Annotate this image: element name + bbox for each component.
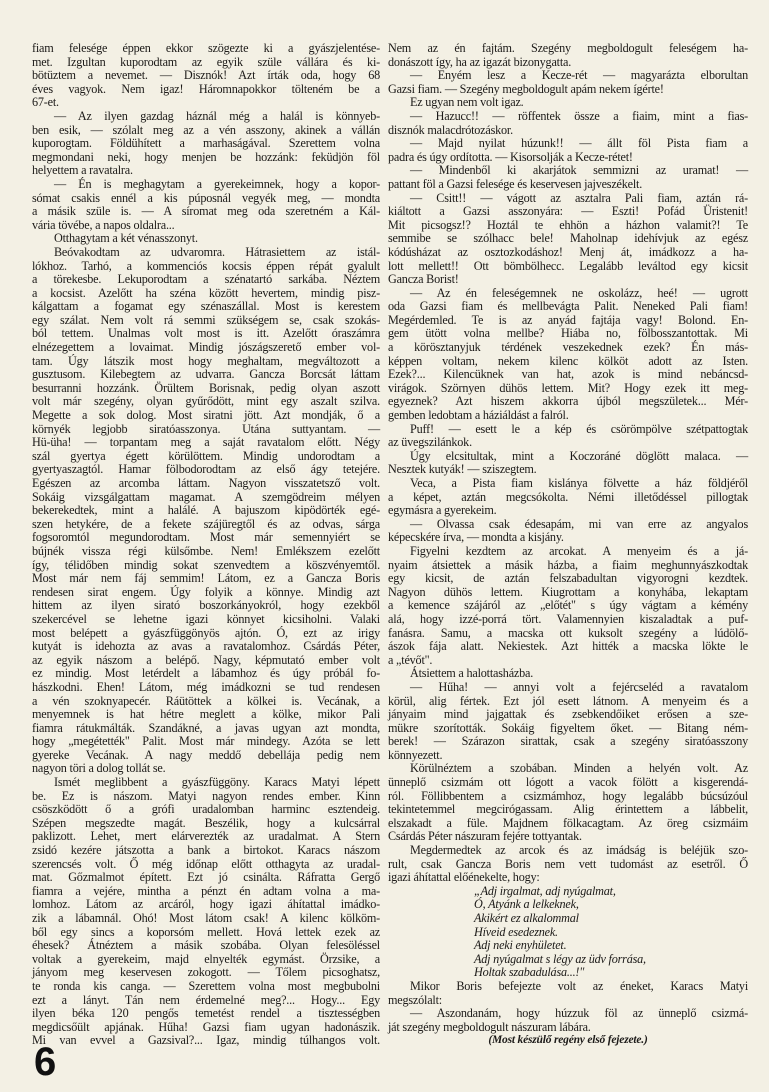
text-line: voltak a gyerekeim, majd elnyelték egymást. Örzsike, a [32,951,380,966]
text-line: megmondani neki, hogy menjen be hozzánk: feküdjön föl [32,149,380,164]
text-line: éhesek? Átnéztem a másik szobába. Olyan felesöléssel [32,938,380,953]
text-line: menyemnek is hat hétre meglett a kölke, mikor Pali [32,707,380,722]
paragraph [32,178,380,232]
text-line: a törekesbe. Lekuporodtam a szénatartó sarkába. Néztem [32,272,380,287]
text-line: megszólalt: [388,992,442,1007]
text-line: Megérdemled. Te is az anyád fajtája vagy! Bolond. En- [388,312,748,327]
text-line: az egyik nászom a belépő. Nagy, képmutató ember volt [32,652,380,667]
text-line: egymásra a gyerekeim. [388,503,497,518]
text-line: képpen voltam, nekem kilenc kölköt adott az Isten. [388,353,748,368]
text-line: a „tévőt". [388,652,433,667]
text-line: berek! — Szárazon sirattak, csak a szegény siratóasszony [388,734,748,749]
text-line: donászott így, ha az igazát bizonygatta. [388,54,572,69]
text-line: Nagyon dühös lettem. Kiugrottam a konyhába, lekaptam [388,584,748,599]
text-line: a kocsist. Azelőtt ha széna között hevertem, mindig pisz- [32,285,380,300]
verse-line: Adj nyúgalmat s légy az üdv forrása, [474,951,646,966]
text-line: ezt a lányt. Tán nem érdemelné meg?... Hogy... Egy [32,992,380,1007]
verse-line: „Adj irgalmat, adj nyúgalmat, [474,883,616,898]
text-line: Egészen az arcomba láttam. Nagyon visszatetsző volt. [32,476,380,490]
text-line: lókhoz. Tarhó, a kommenciós kocsis éppen répát gyalult [32,258,380,273]
text-line: szekercével se lehetne igazi könnyet kicsiholni. Valaki [32,611,380,626]
text-line: kutyát is idehozta az avas a ravatalomhoz. Csárdás Péter, [32,639,380,654]
text-line: rendesen sirat engem. Úgy folyik a könnye. Mindig azt [32,584,380,599]
text-line: Szépen megszedte magát. Beszélik, hogy a kulcsárral [32,815,380,830]
text-line: megdicsőült apjának. Hűha! Gazsi fiam ugyan hadonászik. [32,1019,380,1034]
right-text-column [388,42,748,1048]
text-line: paklizott. Lehet, mert elárverezték az uradalmat. A Stern [32,829,380,844]
paragraph [388,192,748,287]
text-line: elnézegettem a lovaimat. Mindig jószágszerető ember vol- [32,340,380,355]
text-line: elszakadt a füle. Majdnem fölkacagtam. Az öreg csizmáim [388,815,748,830]
paragraph [388,477,748,518]
text-line: besurranni hozzánk. Örültem Borisnak, pedig olyan aszott [32,380,380,395]
text-line: Körülnéztem a szobában. Minden a helyén volt. Az [410,761,748,776]
text-line: fanásra. Samu, a macska ott kuksolt szegény a lúdölő- [388,625,748,640]
text-line: Beóvakodtam az udvaromra. Hátrasiettem az istál- [54,244,380,259]
text-line: — Aszondanám, hogy húzzuk föl az ünneplő csizmá- [410,1006,748,1021]
paragraph [388,980,748,1007]
text-line: sómat csakis ennél a kis púposnál vegyék meg, — mondta [32,190,380,205]
text-line: igazi áhítattal előénekelte, hogy: [388,870,540,885]
text-line: ben esik, — szólalt meg az a vén asszony, akinek a vállán [32,122,380,137]
left-text-column [32,42,380,1048]
text-line: fiam felesége éppen ekkor szögezte ki a gyászjelentése- [32,41,380,55]
text-line: ról. Föllibbentem a csizmámhoz, hogy legalább búcsúzóul [388,788,748,803]
text-line: Mikor Boris befejezte volt az éneket, Karacs Matyi [410,978,748,993]
page-number: 6 [34,1040,57,1084]
text-line: padra és úgy ordította. — Kisorsolják a Kecze-rétet! [388,149,633,164]
text-line: kiáltott a Gazsi asszonyára: — Eszti! Pofád Üristenit! [388,204,748,219]
paragraph [388,1007,748,1034]
paragraph [32,232,380,246]
text-line: bekerekedtek, mint a halálé. A bajuszom kipödörték egé- [32,503,380,518]
text-line: kódúsházat az osztozkodáshoz! Menj át, imádkozz a ha- [388,244,748,259]
text-line: disznók malacdrótozáskor. [388,122,513,137]
text-line: Gancza Borist! [388,272,459,287]
text-line: Hü-üha! — torpantam meg a saját ravatalom előtt. Négy [32,435,380,450]
text-line: ez mindig. Most letérdelt a lábamhoz és úgy próbál fo- [32,666,380,681]
text-line: met. Izgultan kuporodtam az egyik szüle vállára és ki- [32,54,380,69]
verse-line: Holtak szabadulása...!" [474,965,585,980]
paragraph [388,164,748,191]
text-line: virágok. Szörnyen dühös lettem. Mit? Hogy ezek itt meg- [388,380,748,395]
text-line: zsidó kezére játszotta a bank a birtokot. Karacs nászom [32,843,380,858]
text-line: a vén szoknyapecér. Ráütöttek a kölkei is. Vecának, a [32,693,380,708]
text-line: — Enyém lesz a Kecze-rét — magyarázta elborultan [410,68,748,83]
text-line: most belépett a gyászfüggönyös ajtón. Ó, ezt az irigy [32,625,380,640]
text-line: — Én is meghagytam a gyerekeimnek, hogy a kopor- [54,176,380,191]
paragraph [388,69,748,96]
text-line: a képet, aztán megcsókolta. Némi illetődéssel pillogtak [388,489,748,504]
text-line: — Az ilyen gazdag háznál még a halál is könnyeb- [54,108,380,123]
text-line: kuporogtam. Földühített a marhaságával. Szerettem volna [32,136,380,151]
text-line: lomhoz. Látom az arcáról, hogy igazi áhítattal imádko- [32,897,380,912]
paragraph [388,450,748,477]
text-line: bötüztem a nevemet. — Disznók! Azt írták oda, hogy 68 [32,68,380,83]
text-line: — Hűha! — annyi volt a fejércseléd a ravatalom [410,679,748,694]
text-line: Átsiettem a halottasházba. [410,666,534,681]
paragraph [388,137,748,164]
text-line: csöszködött ő a grófi uradalomban harminc esztendeig. [32,802,380,817]
text-line: így, télidőben mindig sokat szenvedtem a köszvényemtől. [32,557,380,572]
text-line: (Most készülő regény első fejezete.) [488,1034,648,1047]
text-line: Ez ugyan nem volt igaz. [410,95,524,110]
text-line: ilyen béka 120 pengős temetést rendel a tisztességben [32,1006,380,1021]
paragraph [388,545,748,667]
text-line: Most már nem fáj semmim! Látom, ez a Gancza Boris [32,571,380,586]
text-line: Puff! — esett le a kép és csörömpölve szétpattogtak [410,421,748,436]
text-line: jányom meg keservesen zokogott. — Tőlem picsoghatsz, [32,965,380,980]
text-line: körül, alig fértek. Ezt jól esett látnom. A menyeim és a [388,693,748,708]
text-line: Ezek?... Kilencüknek van hat, azok is mind nebáncsd- [388,367,748,382]
text-line: tekintetemmel megcirógassam. Alig érintettem a lábbelit, [388,802,748,817]
text-line: Otthagytam a két vénasszonyt. [54,231,198,246]
text-line: Megdermedtek az arcok és az imádság is beléjük szo- [410,843,748,858]
text-line: Csárdás Péter nászuram fejére tottyantak. [388,829,582,844]
text-line: gemben ledobtam a háziáldást a falról. [388,408,569,423]
text-line: gyertyaszagtól. Hamar fölbodorodtam az első ágy tetejére. [32,462,380,477]
text-line: ját szegény megboldogult nászuram lábára. [388,1019,591,1034]
text-line: Gazsi fiam. — Szegény megboldogult apám nekem ígérte! [388,81,664,96]
text-line: egy szálat. Nem volt rá semmi szükségem se, csak szokás- [32,312,380,327]
text-line: helyettem a ravatalra. [32,163,133,178]
text-line: a kemence szájáról az „előtét" s úgy vágtam a kémény [388,598,748,613]
text-line: 67-et. [32,95,59,110]
text-line: szerencsés volt. Ő még időnap előtt otthagyta az uradal- [32,856,380,871]
text-line: alá, hogy izzé-porrá tört. Valamennyien kiszaladtak a puf- [388,611,748,626]
verse-line: Adj neki enyhületet. [474,938,567,953]
text-line: tam. Úgy látszik most hogy meghaltam, megváltozott a [32,353,380,368]
text-line: Nem az én fajtám. Szegény megboldogult feleségem ha- [388,41,748,55]
verse-line: Akikért ez alkalommal [474,911,579,925]
text-line: vária tövébe, a napos oldalra... [32,217,175,232]
paragraph [32,42,380,110]
text-line: gusztusom. Kilebegtem az udvarra. Gancza Borcsát láttam [32,367,380,382]
text-line: be. Ez is nászom. Matyi nagyon rendes ember. Kinn [32,788,380,803]
text-line: lott mellett!! Ott bömbölhecc. Legalább leváltod egy kicsit [388,258,748,273]
text-line: — Az én feleségemnek ne oskolázz, heé! — ugrott [410,285,748,300]
text-line: Figyelni kezdtem az arcokat. A menyeim és a já- [410,543,748,558]
text-line: a körösztanyjuk térdének veszekednek ezek? Én más- [388,340,748,355]
text-line: egyeznek? Azt hiszem akkorra újból megszületek... Mér- [388,394,748,409]
text-line: — Hazucc!! — röffentek össze a fiaim, mint a fias- [410,108,748,123]
text-line: Sokáig vizsgálgattam magamat. A szemgödreim mélyen [32,489,380,504]
text-line: hászkodni. Ehen! Látom, még imádkozni se tud rendesen [32,679,380,694]
text-line: fiamra a vejére, mintha a pénzt én adtam volna a ma- [32,883,380,898]
text-line: jányaim mind jajgattak és zsebkendőiket erősen a sze- [388,707,748,722]
text-line: Mit picsogsz!? Hoztál te ehhön a házhon valamit?! Te [388,217,748,232]
paragraph [388,96,748,110]
text-line: mükre szorították. Sokáig figyeltem őket. — Bitang ném- [388,720,748,735]
text-line: — Mindenből ki akarjátok semmizni az uramat! — [410,163,748,178]
text-line: semmibe se szólhacc bele! Maholnap idehívjuk az egész [388,231,748,246]
text-line: mat. Gőzmalmot épített. Ezt jó csinálta. Ráfratta Gergő [32,870,380,885]
chapter-note [388,1034,748,1048]
text-line: Nesztek kutyák! — sziszegtem. [388,462,537,477]
text-line: Veca, a Pista fiam kislánya fölvette a ház földjéről [410,476,748,490]
text-line: ból tettem. Unalmas volt most is itt. Azelőtt óraszámra [32,326,380,341]
text-line: nagyon töri a dolog tollát se. [32,761,166,776]
paragraph [388,518,748,545]
text-line: — Olvassa csak édesapám, mi van erre az angyalos [410,516,748,531]
text-line: hittem az ilyen sirató boszorkányokról, hogy ezekből [32,598,380,613]
text-line: bújnék vissza régi külsőmbe. Nem! Emlékszem ezelőtt [32,543,380,558]
text-line: nyaim átsiettek a másik házba, a fiaim meghunnyászkodtak [388,557,748,572]
paragraph [32,246,380,776]
text-line: szál gyertya égett körülöttem. Mindig undorodtam a [32,448,380,463]
text-line: ből egy sincs a koporsóm mellett. Hová lettek ezek az [32,924,380,939]
paragraph [32,776,380,1048]
text-line: ünneplő csizmám ott lógott a vacok fölött a kisgerendá- [388,775,748,790]
text-line: éves vagyok. Nem igaz! Háromnapokkor tölteném be a [32,81,380,96]
paragraph [388,287,748,423]
text-line: könnyezett. [388,747,443,762]
text-line: zik a lábamnál. Ohó! Most látom csak! A kilenc kölköm- [32,911,380,925]
text-line: rult, csak Gancza Boris nem vett tudomást az esetről. Ő [388,856,748,871]
text-line: környék legjobb siratóasszonya. Utána suttyantam. — [32,421,380,436]
paragraph [388,667,748,681]
text-line: hogy „megétették" Palit. Most már mindegy. Azóta se lett [32,734,380,749]
text-line: Megette a sok dolog. Most siratni jött. Azt mondják, ő a [32,408,380,423]
paragraph [388,42,748,69]
verse-block [388,885,748,980]
paragraph [32,110,380,178]
text-line: fiamra rátukmálták. Szandákné, a javas ugyan azt mondta, [32,720,380,735]
text-line: gem ütött volna mellbe? Hiába no, fölbosszantottak. Mi [388,326,748,341]
text-line: az üvegszilánkok. [388,435,472,450]
text-line: a másik szüle is. — A síromat meg oda szeretném a Kál- [32,204,380,219]
verse-line: Híveid esedeznek. [474,924,558,939]
paragraph [388,681,748,763]
text-line: pattant föl a Gazsi felesége és keservesen jajveszékelt. [388,176,643,191]
text-line: szen hetykére, de a fekete szájüregtől és az odvas, sárga [32,516,380,531]
paragraph [388,110,748,137]
text-line: képecskére írva, — mondta a kisjány. [388,530,564,545]
verse-line: Ó, Atyánk a lelkeknek, [474,897,579,912]
text-line: gyereke Vecának. A nagy meddő debellája pedig nem [32,747,380,762]
text-line: Ismét meglibbent a gyászfüggöny. Karacs Matyi lépett [54,775,380,790]
paragraph [388,762,748,844]
text-line: Mi van evvel a Gazsival?... Igaz, mindig túlhangos volt. [32,1033,380,1048]
text-line: kálgattam a fogamat egy szénaszállal. Most is kerestem [32,299,380,314]
text-line: egy kicsit, de aztán felszabadultan vigyorogni kezdtek. [388,571,748,586]
text-line: — Majd nyilat húzunk!! — állt föl Pista fiam a [410,136,748,151]
text-line: Úgy elcsitultak, mint a Koczoráné döglött malaca. — [410,448,748,463]
text-line: oda Gazsi fiam és mellbevágta Palit. Neneked Pali fiam! [388,299,748,314]
paragraph [388,844,748,885]
paragraph [388,423,748,450]
text-line: ászok fája alatt. Nekiestek. Azt hitték a macska lökte le [388,639,748,654]
text-line: — Csitt!! — vágott az asztalra Pali fiam, aztán rá- [410,190,748,205]
text-line: volt már szegény, olyan gyűrődött, mint egy aszalt szilva. [32,394,380,409]
text-line: te ronda kis canga. — Szerettem volna most megbubolni [32,978,380,993]
text-line: fogsoromtól megundorodtam. Most már semennyiért se [32,530,380,545]
